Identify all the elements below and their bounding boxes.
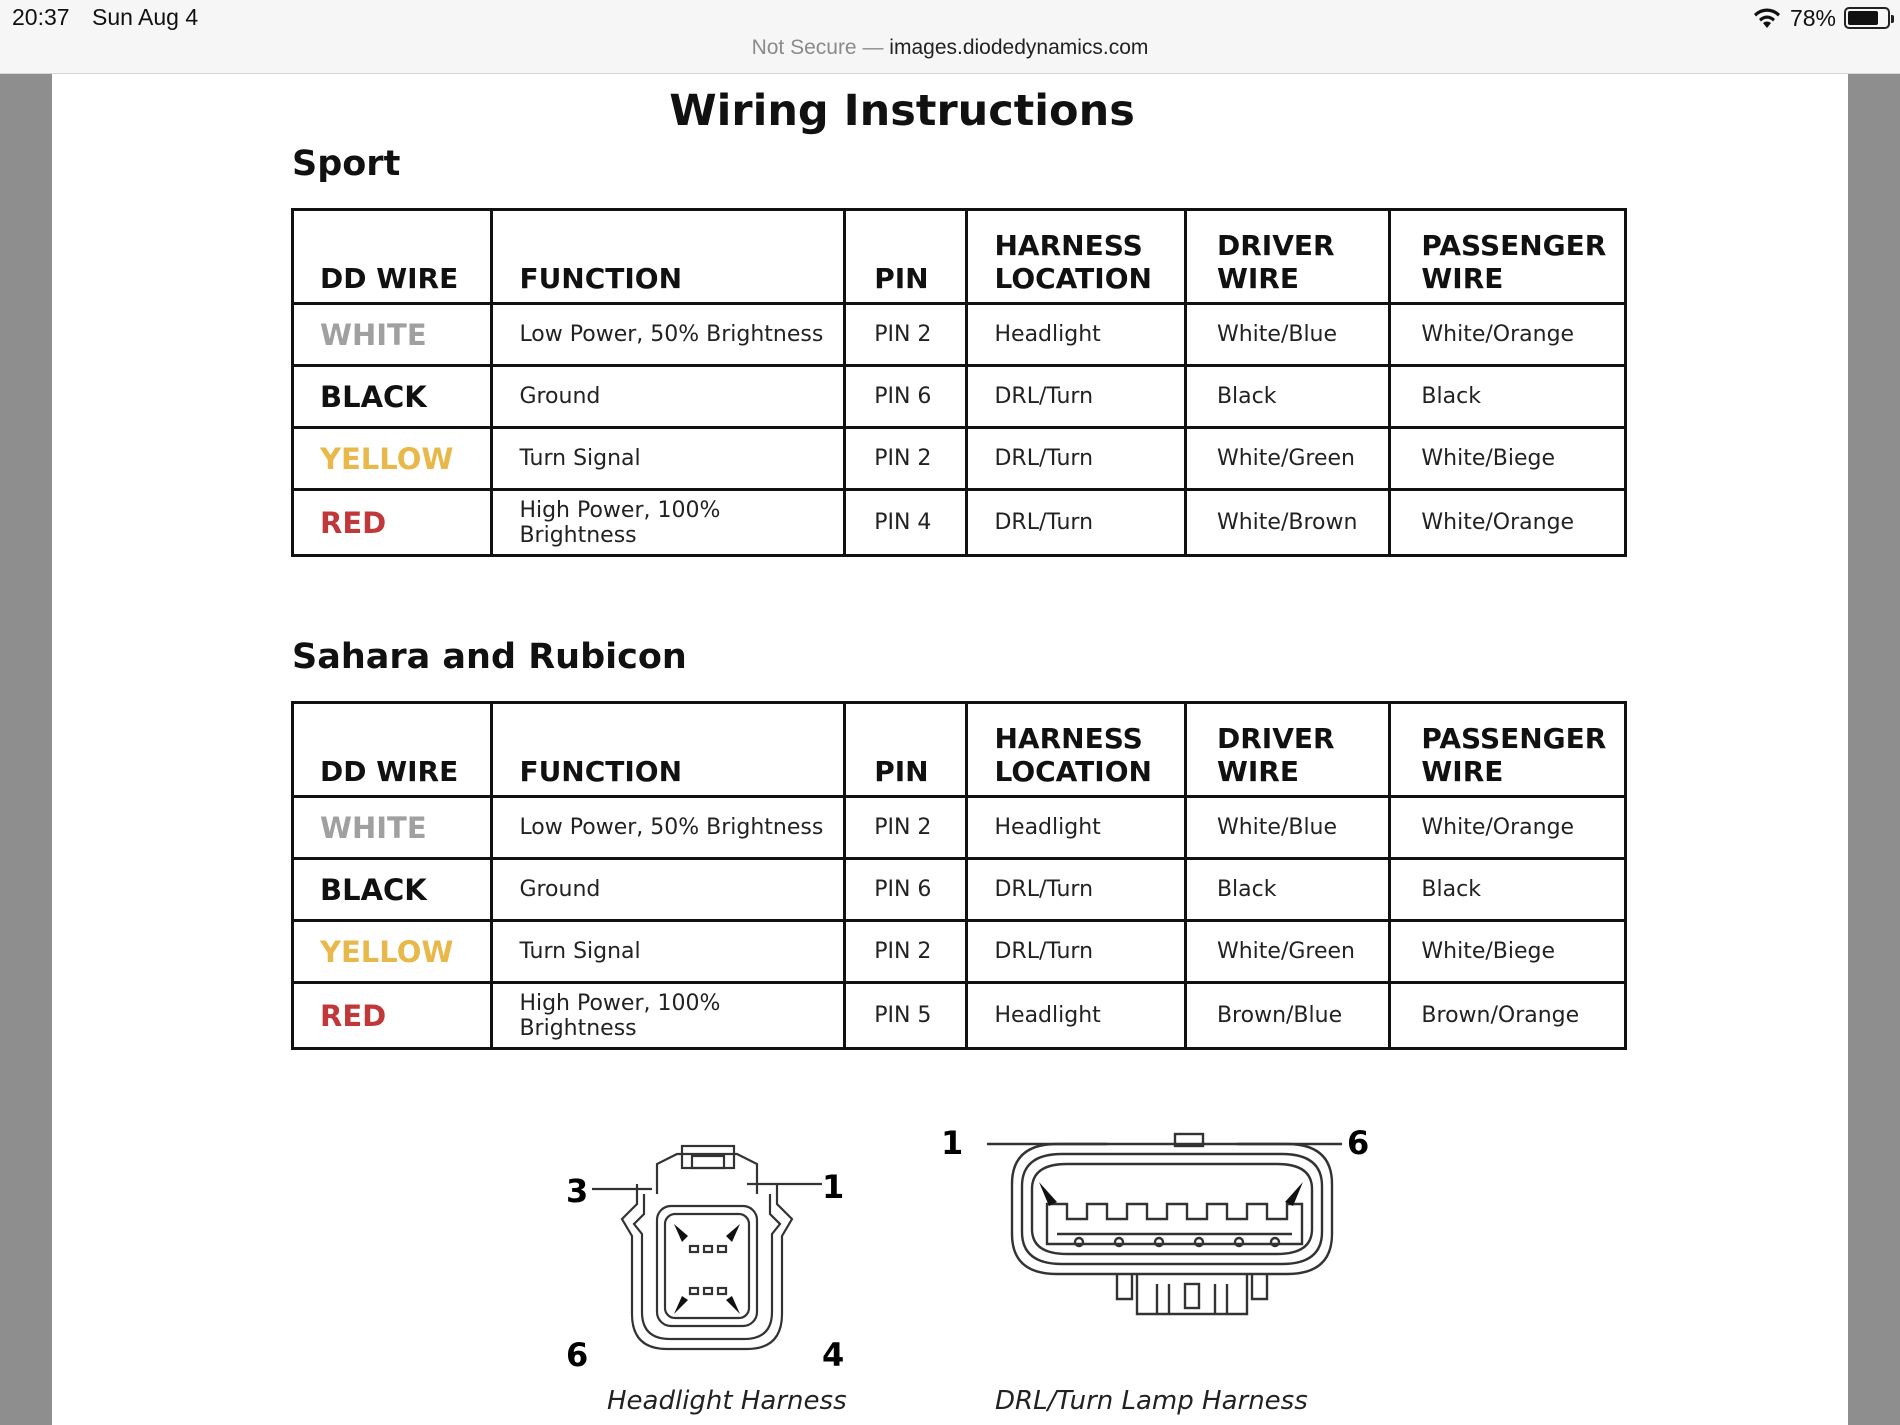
- driver-wire-cell: Black: [1185, 366, 1389, 428]
- status-time: 20:37: [12, 4, 70, 30]
- harness-location-cell: DRL/Turn: [967, 921, 1185, 983]
- function-cell: Ground: [492, 366, 845, 428]
- table-header-row: [293, 210, 1626, 304]
- table-row: [293, 921, 1626, 983]
- url-host: images.diodedynamics.com: [889, 36, 1149, 59]
- page-title: Wiring Instructions: [669, 86, 1135, 136]
- passenger-wire-cell: White/Orange: [1390, 304, 1626, 366]
- headlight-pin-6: 6: [566, 1336, 589, 1374]
- header-dd-wire: DD WIRE: [293, 210, 492, 304]
- dd-wire-cell: WHITE: [293, 797, 492, 859]
- passenger-wire-cell: White/Orange: [1390, 797, 1626, 859]
- function-cell: Low Power, 50% Brightness: [492, 304, 845, 366]
- pin-cell: PIN 5: [845, 983, 967, 1049]
- address-bar[interactable]: [0, 36, 1900, 60]
- passenger-wire-cell: Black: [1390, 366, 1626, 428]
- drl-turn-harness-caption: DRL/Turn Lamp Harness: [995, 1386, 1308, 1416]
- function-cell: Ground: [492, 859, 845, 921]
- dd-wire-cell: BLACK: [293, 859, 492, 921]
- dd-wire-cell: YELLOW: [293, 428, 492, 490]
- driver-wire-cell: White/Blue: [1185, 797, 1389, 859]
- header-pin: PIN: [845, 703, 967, 797]
- harness-location-cell: Headlight: [967, 983, 1185, 1049]
- passenger-wire-cell: White/Biege: [1390, 428, 1626, 490]
- dd-wire-cell: RED: [293, 983, 492, 1049]
- table-header-row: [293, 703, 1626, 797]
- passenger-wire-cell: White/Biege: [1390, 921, 1626, 983]
- section-title-sport: Sport: [292, 144, 401, 184]
- battery-percent: 78%: [1789, 4, 1836, 31]
- harness-location-cell: DRL/Turn: [967, 859, 1185, 921]
- header-harness-location: HARNESS LOCATION: [967, 210, 1185, 304]
- header-pin: PIN: [845, 210, 967, 304]
- wiring-table-sport: [291, 208, 1627, 557]
- table-row: [293, 428, 1626, 490]
- header-function: FUNCTION: [492, 703, 845, 797]
- drl-turn-connector-icon: [957, 1124, 1377, 1354]
- header-driver-wire: DRIVER WIRE: [1185, 703, 1389, 797]
- function-cell: Low Power, 50% Brightness: [492, 797, 845, 859]
- battery-level-fill: [1848, 11, 1878, 25]
- headlight-harness-caption: Headlight Harness: [607, 1386, 847, 1416]
- headlight-pin-3: 3: [566, 1172, 589, 1210]
- harness-location-cell: DRL/Turn: [967, 490, 1185, 556]
- battery-icon: [1844, 7, 1890, 29]
- table-row: [293, 983, 1626, 1049]
- pin-cell: PIN 6: [845, 859, 967, 921]
- header-passenger-wire: PASSENGER WIRE: [1390, 703, 1626, 797]
- dd-wire-cell: YELLOW: [293, 921, 492, 983]
- wifi-icon: [1752, 6, 1782, 30]
- table-row: [293, 490, 1626, 556]
- header-driver-wire: DRIVER WIRE: [1185, 210, 1389, 304]
- function-cell: High Power, 100% Brightness: [492, 983, 845, 1049]
- driver-wire-cell: White/Green: [1185, 428, 1389, 490]
- function-cell: Turn Signal: [492, 428, 845, 490]
- headlight-connector-icon: [582, 1124, 912, 1354]
- status-date: Sun Aug 4: [92, 4, 199, 30]
- table-row: [293, 304, 1626, 366]
- table-row: [293, 859, 1626, 921]
- driver-wire-cell: White/Green: [1185, 921, 1389, 983]
- status-indicators: [1752, 4, 1890, 32]
- harness-location-cell: Headlight: [967, 797, 1185, 859]
- header-function: FUNCTION: [492, 210, 845, 304]
- header-harness-location: HARNESS LOCATION: [967, 703, 1185, 797]
- harness-location-cell: Headlight: [967, 304, 1185, 366]
- headlight-pin-1: 1: [822, 1168, 845, 1206]
- drl-pin-1: 1: [941, 1124, 964, 1162]
- document-page: [52, 74, 1848, 1425]
- driver-wire-cell: Black: [1185, 859, 1389, 921]
- wiring-table-sahara-rubicon: [291, 701, 1627, 1050]
- section-title-sahara-rubicon: Sahara and Rubicon: [292, 637, 687, 677]
- dd-wire-cell: WHITE: [293, 304, 492, 366]
- drl-turn-harness-diagram: [941, 1124, 1377, 1416]
- passenger-wire-cell: Black: [1390, 859, 1626, 921]
- passenger-wire-cell: White/Orange: [1390, 490, 1626, 556]
- drl-pin-6: 6: [1347, 1124, 1370, 1162]
- header-passenger-wire: PASSENGER WIRE: [1390, 210, 1626, 304]
- harness-location-cell: DRL/Turn: [967, 428, 1185, 490]
- driver-wire-cell: White/Brown: [1185, 490, 1389, 556]
- dd-wire-cell: RED: [293, 490, 492, 556]
- pin-cell: PIN 2: [845, 428, 967, 490]
- table-row: [293, 797, 1626, 859]
- not-secure-label: Not Secure —: [751, 36, 884, 59]
- header-dd-wire: DD WIRE: [293, 703, 492, 797]
- pin-cell: PIN 4: [845, 490, 967, 556]
- dd-wire-cell: BLACK: [293, 366, 492, 428]
- passenger-wire-cell: Brown/Orange: [1390, 983, 1626, 1049]
- pin-cell: PIN 2: [845, 797, 967, 859]
- table-row: [293, 366, 1626, 428]
- harness-location-cell: DRL/Turn: [967, 366, 1185, 428]
- driver-wire-cell: Brown/Blue: [1185, 983, 1389, 1049]
- driver-wire-cell: White/Blue: [1185, 304, 1389, 366]
- status-bar: [0, 0, 1900, 74]
- headlight-harness-diagram: [566, 1124, 912, 1416]
- pin-cell: PIN 6: [845, 366, 967, 428]
- pin-cell: PIN 2: [845, 921, 967, 983]
- headlight-pin-4: 4: [822, 1336, 845, 1374]
- function-cell: Turn Signal: [492, 921, 845, 983]
- pin-cell: PIN 2: [845, 304, 967, 366]
- function-cell: High Power, 100% Brightness: [492, 490, 845, 556]
